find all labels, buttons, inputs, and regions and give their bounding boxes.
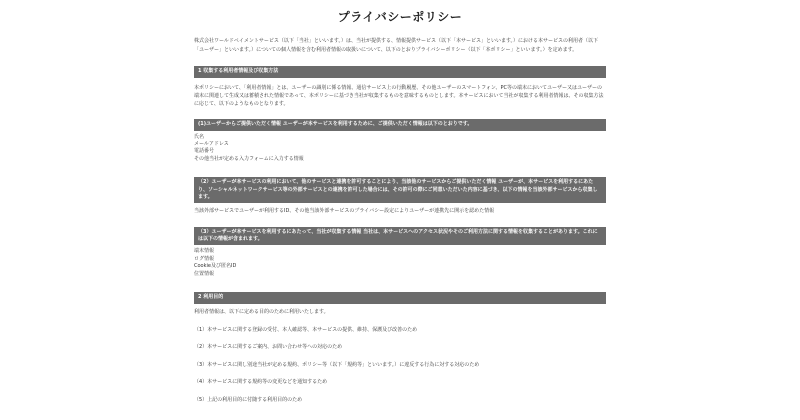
section-1-heading: 1 収集する利用者情報及び収集方法 (194, 66, 606, 77)
privacy-policy-page (194, 0, 606, 404)
list-item: 電話番号 (194, 148, 215, 155)
subsection-1-heading: (1)ユーザーからご提供いただく情報 ユーザーが本サービスを利用するために、ご提供いただく情報は以下のとおりです。 (194, 119, 606, 130)
list-item: （3）本サービスに関し別途当社が定める規約、ポリシー等（以下「規約等」といいます。）に違反する行為に対する対応のため (194, 361, 480, 368)
subsection-2-heading: （2）ユーザーが本サービスの利用において、他のサービスと連携を許可することにより、当該他のサービスからご提供いただく情報 ユーザーが、本サービスを利用するにあたり、ソーシャルネットワークサービス等の外部サービスとの連携を許可した場合には、その許可の際にご同意いただいた内容に基づき、以下の情報を当該外部サービスから収集します。 (194, 177, 606, 203)
provided-info-list (194, 134, 606, 164)
list-item: 端末情報 (194, 248, 215, 255)
list-item: Cookie及び匿名ID (194, 263, 237, 270)
list-item: メールアドレス (194, 141, 229, 148)
subsection-3-heading: （3）ユーザーが本サービスを利用するにあたって、当社が収集する情報 当社は、本サービスへのアクセス状況やそのご利用方法に関する情報を収集することがあります。これには以下の情報が含まれます。 (194, 227, 606, 246)
section-2-body: 利用者情報は、以下に定める目的のために利用いたします。 (194, 308, 329, 315)
list-item: その他当社が定める入力フォームに入力する情報 (194, 155, 304, 162)
intro-paragraph: 株式会社ワールドペイメントサービス（以下「当社」といいます。）は、当社が提供する、情報提供サービス（以下「本サービス」といいます。）における本サービスの利用者（以下「ユーザー」といいます。）についての個人情報を含む利用者情報の取扱いについて、以下のとおりプライバシーポリシー（以下「本ポリシー」といいます。）を定めます。 (194, 38, 599, 53)
section-2-heading: 2 利用目的 (194, 292, 606, 303)
list-item: （2）本サービスに関するご案内、お問い合わせ等への対応のため (194, 344, 343, 351)
list-item: （1）本サービスに関する登録の受付、本人確認等、本サービスの提供、維持、保護及び改善のため (194, 326, 418, 333)
page-title: プライバシーポリシー (337, 10, 463, 24)
list-item: 位置情報 (194, 270, 215, 277)
list-item: ログ情報 (194, 255, 215, 262)
purpose-list (194, 327, 606, 404)
list-item: （5）上記の利用目的に付随する利用目的のため (194, 397, 303, 404)
list-item: （4）本サービスに関する規約等の変更などを通知するため (194, 379, 328, 386)
section-1-body: 本ポリシーにおいて、「利用者情報」とは、ユーザーの識別に係る情報、通信サービス上の行動履歴、その他ユーザーのスマートフォン、PC等の端末においてユーザー又はユーザーの端末に関連して生成又は蓄積された情報であって、本ポリシーに基づき当社が収集するものを意味するものとします。本サービスにおいて当社が収集する利用者情報は、その収集方法に応じて、以下のようなものとなります。 (194, 84, 604, 107)
subsection-2-body: 当該外部サービスでユーザーが利用するID、その他当該外部サービスのプライバシー設定によりユーザーが連携先に開示を認めた情報 (194, 208, 495, 215)
collected-info-list (194, 248, 606, 278)
list-item: 氏名 (194, 133, 205, 140)
